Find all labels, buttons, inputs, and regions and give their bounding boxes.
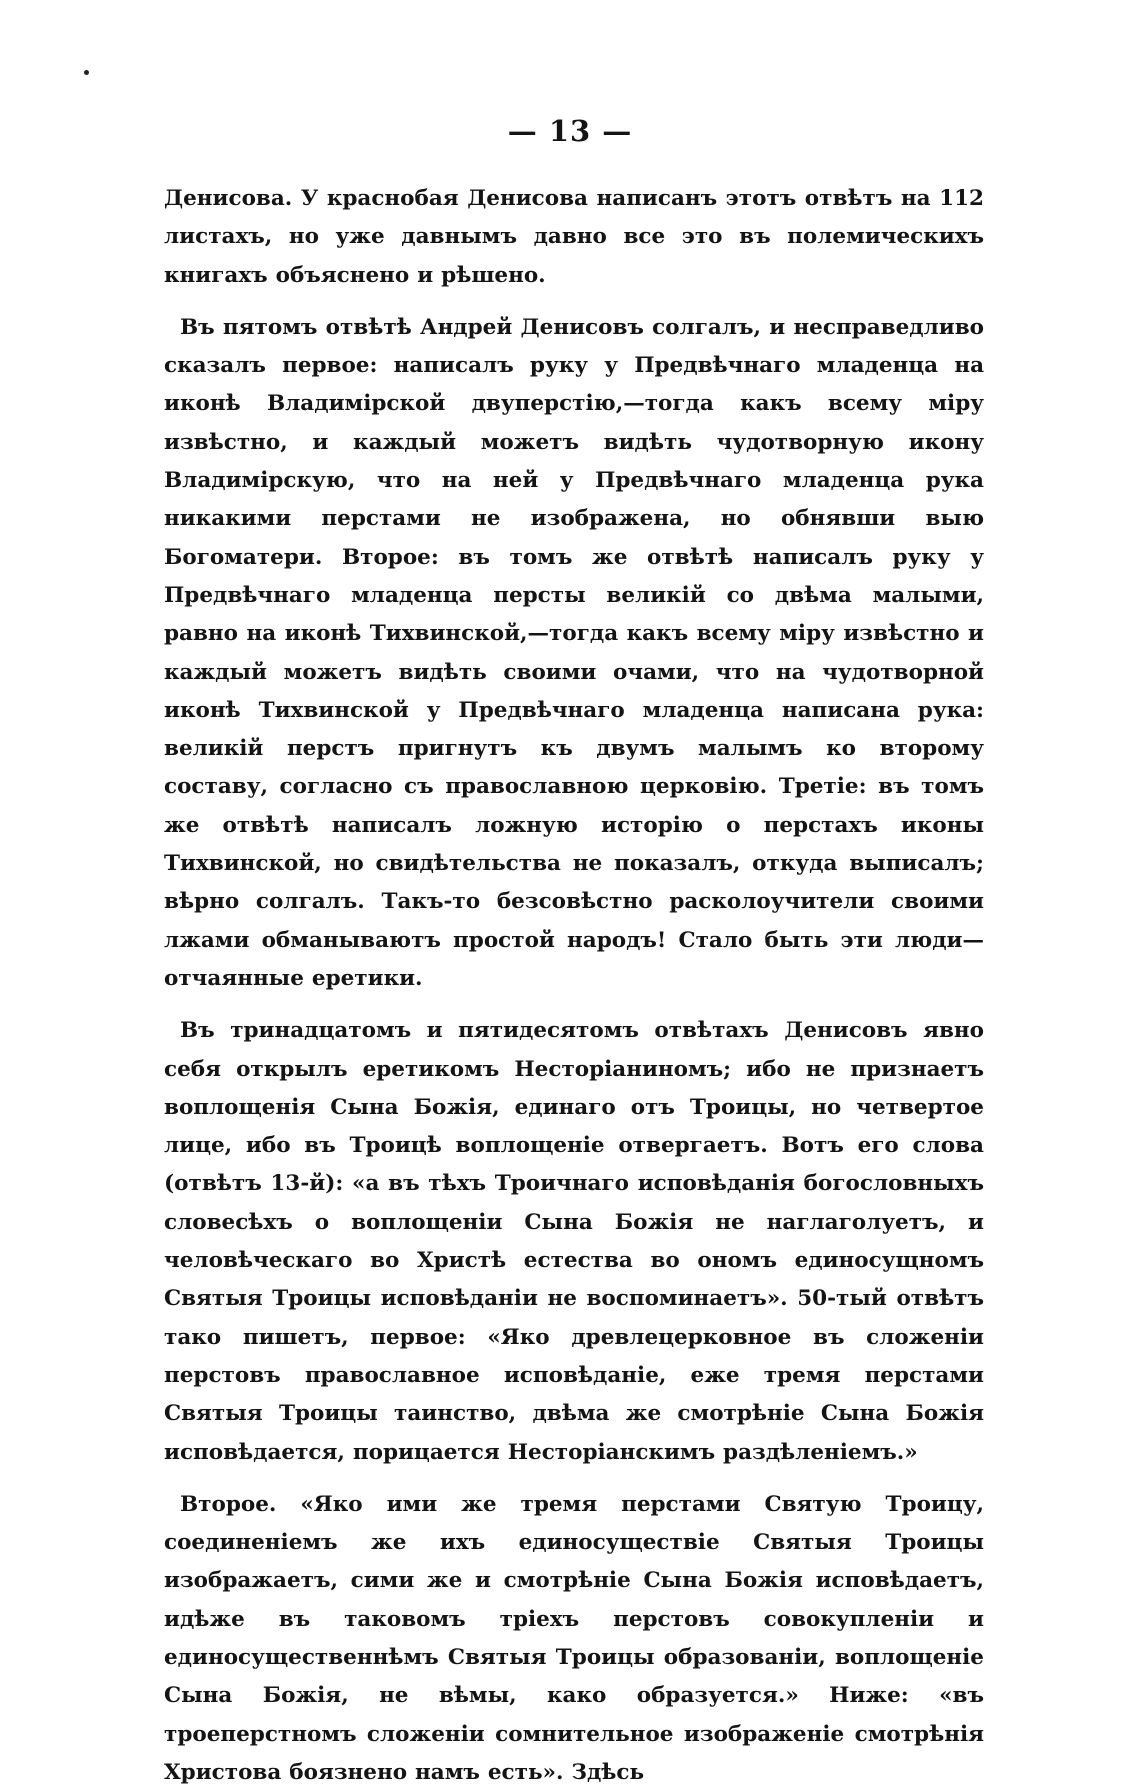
page-number: — 13 — bbox=[507, 114, 633, 148]
paragraph-1: Денисова. У краснобая Денисова написанъ этотъ отвѣтъ на 112 листахъ, но уже давнымъ давно все это въ полемическихъ книгахъ объяснено и рѣшено. bbox=[164, 186, 984, 288]
paragraph-3: Въ тринадцатомъ и пятидесятомъ отвѣтахъ Денисовъ явно себя открылъ еретикомъ Несторіаниномъ; ибо не признаетъ воплощенія Сына Божія, единаго отъ Троицы, но четвертое лице, ибо въ Троицѣ воплощеніе отвергаетъ. Вотъ его слова (отвѣтъ 13-й): «а въ тѣхъ Троичнаго исповѣданія богословныхъ словесѣхъ о воплощеніи Сына Божія не наглаголуетъ, и человѣческаго во Христѣ естества во ономъ единосущномъ Святыя Троицы исповѣданіи не воспоминаетъ». 50-тый отвѣтъ тако пишетъ, первое: «Яко древлецерковное въ сложеніи перстовъ православное исповѣданіе, еже тремя перстами Святыя Троицы таинство, двѣма же смотрѣніе Сына Божія исповѣдается, порицается Несторіанскимъ раздѣленіемъ.» bbox=[164, 1018, 984, 1465]
paragraph-4: Второе. «Яко ими же тремя перстами Святую Троицу, соединеніемъ же ихъ единосуществіе Святыя Троицы изображаетъ, сими же и смотрѣніе Сына Божія исповѣдаетъ, идѣже въ таковомъ тріехъ перстовъ совокупленіи и единосущественнѣмъ Святыя Троицы образованіи, воплощеніе Сына Божія, не вѣмы, како образуется.» Ниже: «въ троеперстномъ сложеніи сомнительное изображеніе смотрѣнія Христова боязнено намъ есть». Здѣсь bbox=[164, 1491, 984, 1785]
print-speck bbox=[84, 70, 89, 75]
page-text-body bbox=[164, 180, 984, 1785]
paragraph-2: Въ пятомъ отвѣтѣ Андрей Денисовъ солгалъ, и несправедливо сказалъ первое: написалъ руку у Предвѣчнаго младенца на иконѣ Владимірской двуперстію,—тогда какъ всему міру извѣстно, и каждый можетъ видѣть чудотворную икону Владимірскую, что на ней у Предвѣчнаго младенца рука никакими перстами не изображена, но обнявши выю Богоматери. Второе: въ томъ же отвѣтѣ написалъ руку у Предвѣчнаго младенца персты великій со двѣма малыми, равно на иконѣ Тихвинской,—тогда какъ всему міру извѣстно и каждый можетъ видѣть своими очами, что на чудотворной иконѣ Тихвинской у Предвѣчнаго младенца написана рука: великій перстъ пригнутъ къ двумъ малымъ ко второму составу, согласно съ православною церковію. Третіе: въ томъ же отвѣтѣ написалъ ложную исторію о перстахъ иконы Тихвинской, но свидѣтельства не показалъ, откуда выписалъ; вѣрно солгалъ. Такъ-то безсовѣстно расколоучители своими лжами обманываютъ простой народъ! Стало быть эти люди—отчаянные еретики. bbox=[164, 314, 984, 991]
